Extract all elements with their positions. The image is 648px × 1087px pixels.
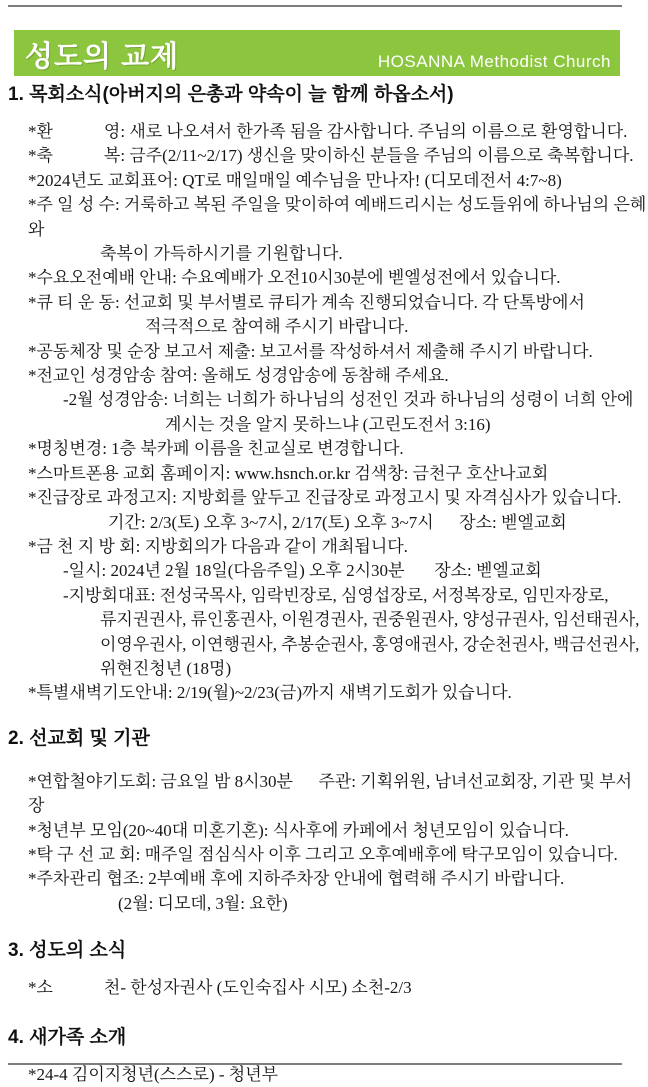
section-body xyxy=(0,1063,648,1087)
section-body xyxy=(0,770,648,916)
bulletin-line: *환 영: 새로 나오셔서 한가족 됨을 감사합니다. 주님의 이름으로 환영합니다. xyxy=(28,122,628,141)
bulletin-line: *탁 구 선 교 회: 매주일 점심식사 이후 그리고 오후예배후에 탁구모임이 있습니다. xyxy=(28,844,618,864)
bulletin-line: *수요오전예배 안내: 수요예배가 오전10시30분에 벧엘성전에서 있습니다. xyxy=(28,268,561,288)
bulletin-line: 기간: 2/3(토) 오후 3~7시, 2/17(토) 오후 3~7시 장소: 벧엘교회 xyxy=(108,512,567,532)
bulletin-line: *24-4 김이지청년(스스로) - 청년부 xyxy=(28,1064,279,1084)
section-banner xyxy=(14,30,620,76)
bulletin-line: 이영우권사, 이연행권사, 추봉순권사, 홍영애권사, 강순천권사, 백금선권사, xyxy=(100,634,640,654)
bulletin-line: *2024년도 교회표어: QT로 매일매일 예수님을 만나자! (디모데전서 4:7~8) xyxy=(28,170,562,190)
bulletin-line: *특별새벽기도안내: 2/19(월)~2/23(금)까지 새벽기도회가 있습니다. xyxy=(28,683,512,703)
bulletin-line: *소 천- 한성자권사 (도인숙집사 시모) 소천-2/3 xyxy=(28,978,412,998)
bulletin-line: 적극적으로 참여해 주시기 바랍니다. xyxy=(145,317,409,337)
bulletin-line: *주 일 성 수: 거룩하고 복된 주일을 맞이하여 예배드리시는 성도들위에 하나님의 은혜와 xyxy=(28,195,647,239)
section-heading: 4. 새가족 소개 xyxy=(8,1026,127,1048)
content xyxy=(0,84,648,1087)
section-body xyxy=(0,120,648,706)
top-divider xyxy=(8,5,622,7)
church-name: HOSANNA Methodist Church xyxy=(377,52,611,71)
section-body xyxy=(0,976,648,1000)
bulletin-line: (2월: 디모데, 3월: 요한) xyxy=(118,893,288,913)
bulletin-line: -지방회대표: 전성국목사, 임락빈장로, 심영섭장로, 서정복장로, 임민자장로, xyxy=(63,585,609,605)
bulletin-line: 위현진청년 (18명) xyxy=(100,658,232,678)
bulletin-line: 축복이 가득하시기를 기원합니다. xyxy=(100,244,343,264)
bulletin-line: *공동체장 및 순장 보고서 제출: 보고서를 작성하셔서 제출해 주시기 바랍니다. xyxy=(28,341,593,361)
bulletin-line: *연합철야기도회: 금요일 밤 8시30분 주관: 기획위원, 남녀선교회장, 기관 및 부서장 xyxy=(28,771,633,816)
bulletin-line: *스마트폰용 교회 홈페이지: www.hsnch.or.kr 검색창: 금천구 호산나교회 xyxy=(28,463,549,483)
bulletin-line: *주차관리 협조: 2부예배 후에 지하주차장 안내에 협력해 주시기 바랍니다. xyxy=(28,869,565,889)
bulletin-line: *축 복: 금주(2/11~2/17) 생신을 맞이하신 분들을 주님의 이름으로 축복합니다. xyxy=(28,146,634,166)
bulletin-line: *진급장로 과정고지: 지방회를 앞두고 진급장로 과정고시 및 자격심사가 있습니다. xyxy=(28,488,622,508)
banner-title: 성도의 교제 xyxy=(25,41,180,73)
bulletin-line: *금 천 지 방 회: 지방회의가 다음과 같이 개최됩니다. xyxy=(28,536,408,556)
bulletin-line: *명칭변경: 1층 북카페 이름을 친교실로 변경합니다. xyxy=(28,439,404,459)
bulletin-line: *큐 티 운 동: 선교회 및 부서별로 큐티가 계속 진행되었습니다. 각 단톡방에서 xyxy=(28,292,585,312)
section-heading: 3. 성도의 소식 xyxy=(8,940,127,962)
bulletin-line: *청년부 모임(20~40대 미혼기혼): 식사후에 카페에서 청년모임이 있습니다. xyxy=(28,820,569,840)
section-heading: 1. 목회소식(아버지의 은총과 약속이 늘 함께 하옵소서) xyxy=(8,84,454,105)
bulletin-line: -일시: 2024년 2월 18일(다음주일) 오후 2시30분 장소: 벧엘교회 xyxy=(63,561,542,581)
section-heading: 2. 선교회 및 기관 xyxy=(8,727,150,749)
bottom-divider xyxy=(8,1063,622,1065)
bulletin-line: 계시는 것을 알지 못하느냐 (고린도전서 3:16) xyxy=(165,414,491,434)
bulletin-line: -2월 성경암송: 너희는 너희가 하나님의 성전인 것과 하나님의 성령이 너희 안에 xyxy=(63,390,634,410)
bulletin-line: *전교인 성경암송 참여: 올해도 성경암송에 동참해 주세요. xyxy=(28,366,449,386)
bulletin-line: 류지권권사, 류인홍권사, 이원경권사, 권중원권사, 양성규권사, 임선태권사, xyxy=(100,610,640,630)
